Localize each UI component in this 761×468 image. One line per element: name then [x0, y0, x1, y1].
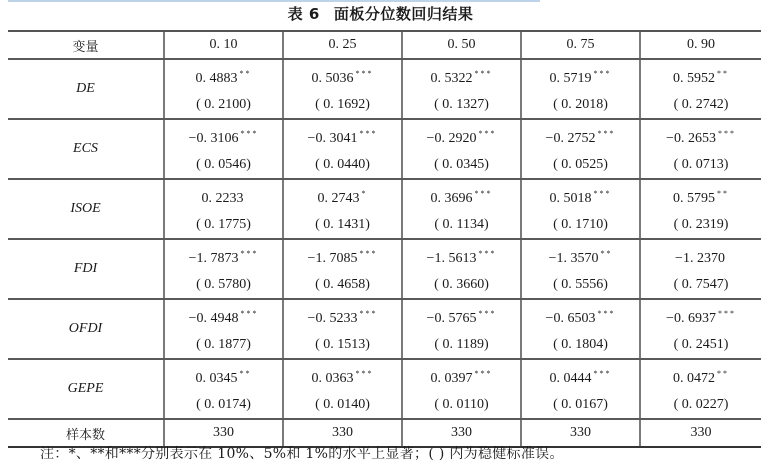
table-number: 表 6	[287, 5, 320, 23]
standard-error: ( 0. 0174)	[196, 397, 251, 412]
estimate-cell	[402, 179, 521, 239]
standard-error: ( 0. 2742)	[673, 97, 729, 112]
estimate-cell	[402, 359, 521, 419]
significance-stars: **	[239, 369, 252, 378]
estimate-cell	[640, 299, 761, 359]
estimate-cell	[164, 179, 283, 239]
standard-error: ( 0. 4658)	[315, 277, 370, 292]
standard-error: ( 0. 1692)	[315, 97, 370, 112]
variable-name: ECS	[8, 119, 164, 179]
coefficient: 0. 0444 ***	[549, 369, 612, 386]
coefficient: −0. 5765 ***	[426, 309, 497, 326]
significance-stars: ***	[593, 189, 612, 198]
significance-stars: ***	[240, 309, 259, 318]
significance-stars: ***	[717, 309, 736, 318]
estimate-cell	[521, 59, 640, 119]
standard-error: ( 0. 1189)	[434, 337, 489, 352]
coefficient: 0. 0345 **	[195, 369, 252, 386]
table-row	[8, 119, 761, 179]
coefficient: 0. 5322 ***	[430, 69, 493, 86]
estimate-cell	[640, 239, 761, 299]
coefficient: −1. 7085 ***	[307, 249, 378, 266]
significance-stars: **	[717, 69, 729, 78]
coefficient: −0. 6937 ***	[666, 309, 736, 326]
coefficient: 0. 3696 ***	[430, 189, 493, 206]
estimate-cell	[164, 119, 283, 179]
significance-stars: ***	[359, 249, 378, 258]
significance-stars: ***	[478, 309, 497, 318]
header-quantile: 0. 25	[283, 31, 402, 59]
variable-name: GEPE	[8, 359, 164, 419]
standard-error: ( 0. 3660)	[434, 277, 489, 292]
standard-error: ( 0. 0525)	[553, 157, 608, 172]
standard-error: ( 0. 1513)	[315, 337, 370, 352]
estimate-cell	[164, 299, 283, 359]
sample-size-value: 330	[164, 419, 283, 447]
coefficient: 0. 0397 ***	[430, 369, 493, 386]
estimate-cell	[283, 239, 402, 299]
significance-stars: *	[361, 189, 368, 198]
estimate-cell	[164, 59, 283, 119]
table-row	[8, 59, 761, 119]
table-title: 面板分位数回归结果	[333, 5, 474, 23]
significance-stars: ***	[597, 309, 616, 318]
estimate-cell	[283, 179, 402, 239]
coefficient: −1. 3570 **	[548, 249, 613, 266]
significance-stars: **	[239, 69, 252, 78]
coefficient: −0. 3106 ***	[188, 129, 259, 146]
estimate-cell	[640, 179, 761, 239]
standard-error: ( 0. 1431)	[315, 217, 370, 232]
table-row	[8, 179, 761, 239]
standard-error: ( 0. 0546)	[196, 157, 251, 172]
standard-error: ( 0. 0345)	[434, 157, 489, 172]
variable-name: ISOE	[8, 179, 164, 239]
sample-size-value: 330	[283, 419, 402, 447]
significance-stars: ***	[593, 369, 612, 378]
estimate-cell	[164, 239, 283, 299]
coefficient: −0. 5233 ***	[307, 309, 378, 326]
estimate-cell	[402, 59, 521, 119]
significance-stars: ***	[478, 129, 497, 138]
estimate-cell	[521, 299, 640, 359]
header-row	[8, 31, 761, 59]
table-caption	[0, 4, 761, 24]
estimate-cell	[521, 119, 640, 179]
header-variable: 变量	[8, 31, 164, 59]
sample-size-value: 330	[521, 419, 640, 447]
estimate-cell	[521, 179, 640, 239]
standard-error: ( 0. 5556)	[553, 277, 608, 292]
estimate-cell	[402, 239, 521, 299]
table-row	[8, 299, 761, 359]
coefficient: −0. 2920 ***	[426, 129, 497, 146]
coefficient: −0. 4948 ***	[188, 309, 259, 326]
significance-stars: ***	[355, 369, 374, 378]
sample-size-value: 330	[402, 419, 521, 447]
top-highlight-strip	[8, 0, 540, 2]
significance-stars: ***	[240, 249, 259, 258]
coefficient: 0. 5795 **	[673, 189, 729, 206]
coefficient: −1. 7873 ***	[188, 249, 259, 266]
standard-error: ( 0. 1710)	[553, 217, 608, 232]
coefficient: 0. 5719 ***	[549, 69, 612, 86]
header-quantile: 0. 75	[521, 31, 640, 59]
standard-error: ( 0. 0440)	[315, 157, 370, 172]
estimate-cell	[283, 359, 402, 419]
significance-stars: ***	[359, 309, 378, 318]
coefficient: 0. 0363 ***	[311, 369, 374, 386]
standard-error: ( 0. 2451)	[673, 337, 729, 352]
coefficient: 0. 2233	[201, 191, 244, 206]
estimate-cell	[640, 119, 761, 179]
estimate-cell	[283, 299, 402, 359]
significance-stars: **	[717, 189, 729, 198]
coefficient: 0. 5952 **	[673, 69, 729, 86]
significance-stars: ***	[474, 189, 493, 198]
significance-stars: **	[717, 369, 729, 378]
estimate-cell	[521, 239, 640, 299]
standard-error: ( 0. 1877)	[196, 337, 251, 352]
coefficient: 0. 2743 *	[317, 189, 368, 206]
standard-error: ( 0. 5780)	[196, 277, 251, 292]
variable-name: DE	[8, 59, 164, 119]
estimate-cell	[164, 359, 283, 419]
coefficient: 0. 4883 **	[195, 69, 252, 86]
standard-error: ( 0. 0713)	[673, 157, 729, 172]
significance-stars: ***	[355, 69, 374, 78]
standard-error: ( 0. 1134)	[434, 217, 489, 232]
standard-error: ( 0. 0167)	[553, 397, 608, 412]
coefficient: −0. 2653 ***	[666, 129, 736, 146]
table-row	[8, 239, 761, 299]
coefficient: 0. 5036 ***	[311, 69, 374, 86]
significance-stars: ***	[478, 249, 497, 258]
estimate-cell	[283, 119, 402, 179]
coefficient: −0. 3041 ***	[307, 129, 378, 146]
standard-error: ( 0. 0140)	[315, 397, 370, 412]
table-row	[8, 359, 761, 419]
standard-error: ( 0. 2100)	[196, 97, 251, 112]
estimate-cell	[521, 359, 640, 419]
significance-stars: **	[600, 249, 613, 258]
estimate-cell	[640, 359, 761, 419]
estimate-cell	[402, 299, 521, 359]
variable-name: OFDI	[8, 299, 164, 359]
significance-stars: ***	[359, 129, 378, 138]
significance-stars: ***	[474, 69, 493, 78]
significance-stars: ***	[597, 129, 616, 138]
sample-size-label: 样本数	[8, 419, 164, 447]
standard-error: ( 0. 2319)	[673, 217, 729, 232]
standard-error: ( 0. 0227)	[673, 397, 729, 412]
standard-error: ( 0. 1327)	[434, 97, 489, 112]
standard-error: ( 0. 1804)	[553, 337, 608, 352]
sample-size-value: 330	[640, 419, 761, 447]
estimate-cell	[640, 59, 761, 119]
significance-stars: ***	[593, 69, 612, 78]
coefficient: −0. 6503 ***	[545, 309, 616, 326]
estimate-cell	[402, 119, 521, 179]
coefficient: 0. 0472 **	[673, 369, 729, 386]
table-note: 注：*、**和***分别表示在 10%、5%和 1%的水平上显著；( ) 内为稳健标准误。	[40, 446, 564, 462]
standard-error: ( 0. 1775)	[196, 217, 251, 232]
header-quantile: 0. 50	[402, 31, 521, 59]
standard-error: ( 0. 2018)	[553, 97, 608, 112]
estimate-cell	[283, 59, 402, 119]
coefficient: −1. 5613 ***	[426, 249, 497, 266]
quantile-regression-table	[8, 30, 761, 448]
sample-size-row	[8, 419, 761, 447]
significance-stars: ***	[717, 129, 736, 138]
coefficient: 0. 5018 ***	[549, 189, 612, 206]
coefficient: −0. 2752 ***	[545, 129, 616, 146]
significance-stars: ***	[240, 129, 259, 138]
significance-stars: ***	[474, 369, 493, 378]
standard-error: ( 0. 7547)	[673, 277, 729, 292]
header-quantile: 0. 90	[640, 31, 761, 59]
header-quantile: 0. 10	[164, 31, 283, 59]
standard-error: ( 0. 0110)	[434, 397, 489, 412]
variable-name: FDI	[8, 239, 164, 299]
coefficient: −1. 2370	[675, 251, 725, 266]
